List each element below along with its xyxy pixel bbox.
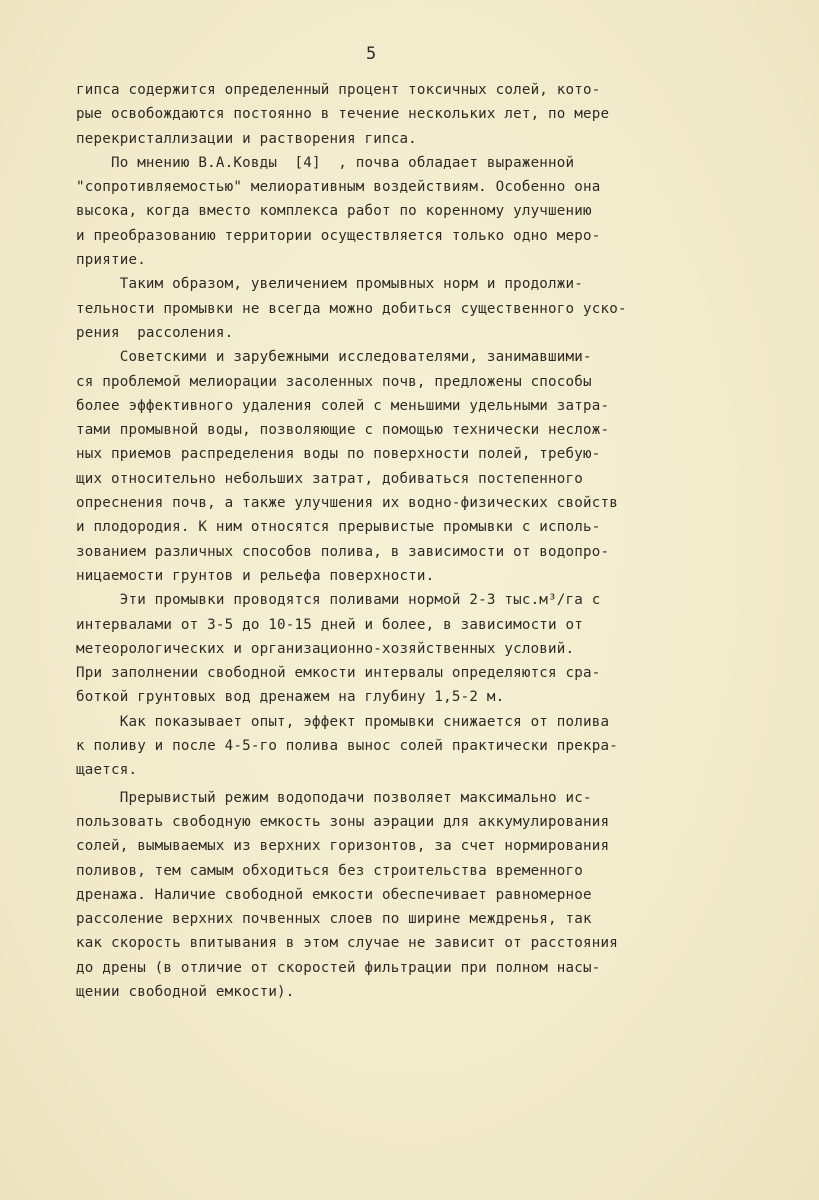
paragraph: [76, 151, 716, 272]
text-line: поливов, тем самым обходиться без строительства временного: [76, 862, 584, 879]
paragraph: [76, 78, 716, 151]
text-line: щих относительно небольших затрат, добиваться постепенного: [76, 470, 584, 487]
text-line: дренажа. Наличие свободной емкости обеспечивает равномерное: [76, 886, 592, 903]
text-line: высока, когда вместо комплекса работ по коренному улучшению: [76, 203, 592, 220]
text-line: перекристаллизации и растворения гипса.: [76, 130, 417, 147]
paragraph: [76, 588, 716, 709]
text-line: При заполнении свободной емкости интервалы определяются сра-: [76, 665, 601, 682]
text-line: метеорологических и организационно-хозяйственных условий.: [76, 640, 575, 657]
text-line: рения рассоления.: [76, 324, 234, 341]
text-line: как скорость впитывания в этом случае не зависит от расстояния: [76, 935, 618, 952]
body-text: [76, 78, 716, 1004]
paragraph: [76, 710, 716, 783]
text-line: рассоление верхних почвенных слоев по ширине междренья, так: [76, 911, 592, 928]
text-line: более эффективного удаления солей с меньшими удельными затра-: [76, 397, 610, 414]
text-line: тами промывной воды, позволяющие с помощью технически неслож-: [76, 422, 610, 439]
text-line: Как показывает опыт, эффект промывки снижается от полива: [76, 713, 610, 730]
text-line: "сопротивляемостью" мелиоративным воздействиям. Особенно она: [76, 179, 601, 196]
text-line: гипса содержится определенный процент токсичных солей, кото-: [76, 82, 601, 98]
paragraph: [76, 345, 716, 588]
text-line: щении свободной емкости).: [76, 983, 295, 1000]
text-line: Советскими и зарубежными исследователями, занимавшими-: [76, 349, 592, 366]
text-line: Прерывистый режим водоподачи позволяет максимально ис-: [76, 789, 592, 806]
text-line: к поливу и после 4-5-го полива вынос солей практически прекра-: [76, 738, 618, 755]
text-line: ся проблемой мелиорации засоленных почв, предложены способы: [76, 373, 592, 390]
text-line: зованием различных способов полива, в зависимости от водопро-: [76, 543, 610, 560]
text-line: пользовать свободную емкость зоны аэрации для аккумулирования: [76, 813, 610, 830]
text-line: щается.: [76, 762, 138, 779]
text-line: интервалами от 3-5 до 10-15 дней и более, в зависимости от: [76, 616, 584, 633]
text-line: ных приемов распределения воды по поверхности полей, требую-: [76, 446, 601, 463]
text-line: Таким образом, увеличением промывных норм и продолжи-: [76, 276, 584, 293]
text-line: тельности промывки не всегда можно добиться существенного уско-: [76, 300, 627, 317]
text-line: и преобразованию территории осуществляется только одно меро-: [76, 227, 601, 244]
text-line: рые освобождаются постоянно в течение нескольких лет, по мере: [76, 106, 610, 123]
text-line: ницаемости грунтов и рельефа поверхности.: [76, 567, 435, 584]
text-line: до дрены (в отличие от скоростей фильтрации при полном насы-: [76, 959, 601, 976]
paragraph: [76, 786, 716, 1005]
text-line: и плодородия. К ним относятся прерывистые промывки с исполь-: [76, 519, 601, 536]
text-line: боткой грунтовых вод дренажем на глубину 1,5-2 м.: [76, 689, 505, 706]
text-line: приятие.: [76, 252, 146, 269]
paragraph: [76, 272, 716, 345]
text-line: опреснения почв, а также улучшения их водно-физических свойств: [76, 495, 618, 512]
text-line: По мнению В.А.Ковды [4] , почва обладает выраженной: [76, 154, 575, 171]
page-number: 5: [366, 44, 378, 64]
text-line: солей, вымываемых из верхних горизонтов, за счет нормирования: [76, 838, 610, 855]
text-line: Эти промывки проводятся поливами нормой 2-3 тыс.м³/га с: [76, 592, 601, 609]
